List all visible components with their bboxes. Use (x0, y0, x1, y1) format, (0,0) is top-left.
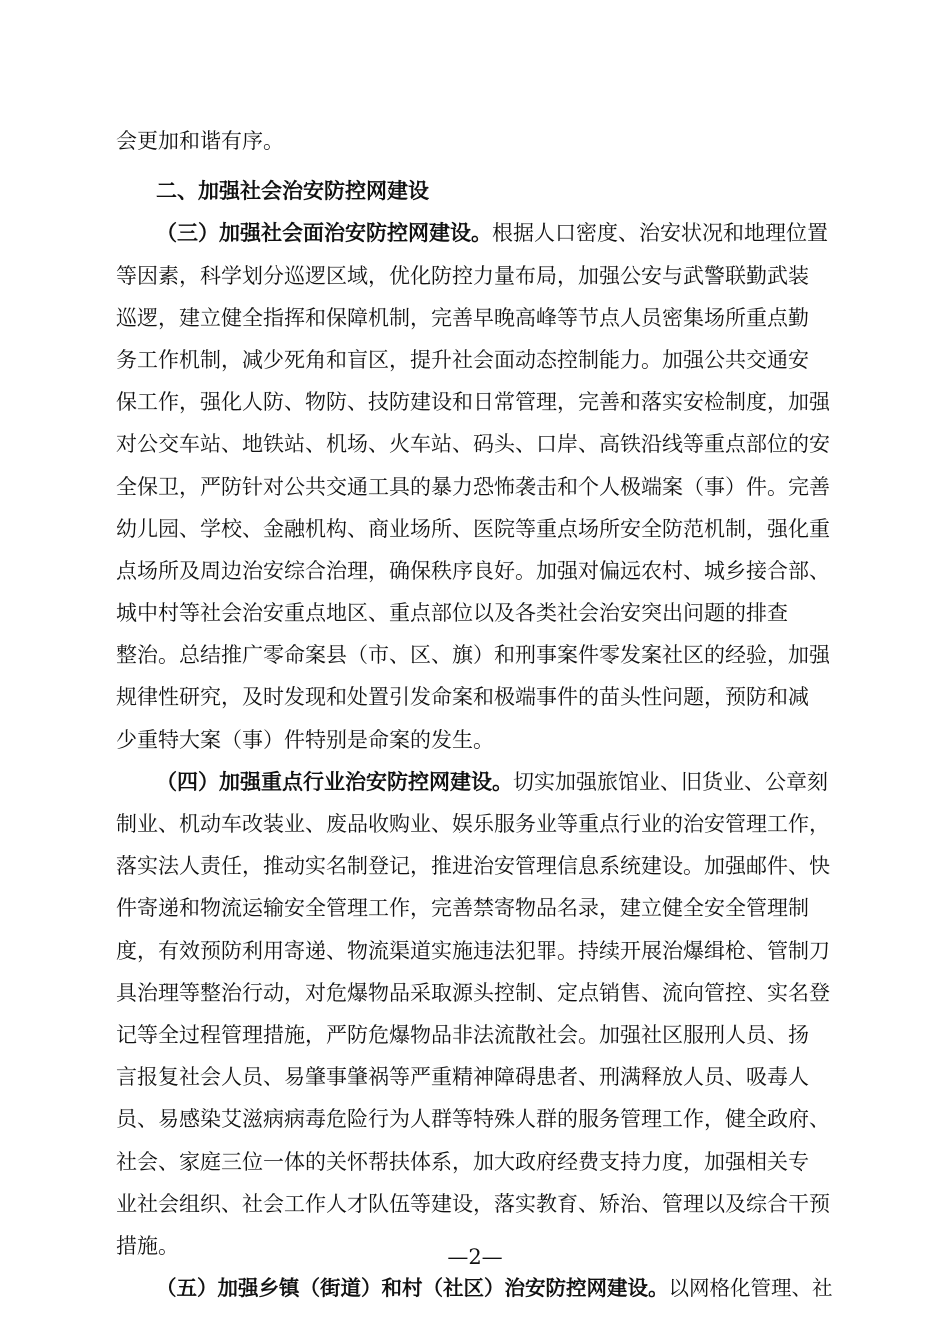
paragraph-line: 业社会组织、社会工作人才队伍等建设，落实教育、矫治、管理以及综合干预 (116, 1191, 830, 1216)
paragraph-line: 幼儿园、学校、金融机构、商业场所、医院等重点场所安全防范机制，强化重 (116, 516, 830, 541)
paragraph-line: 全保卫，严防针对公共交通工具的暴力恐怖袭击和个人极端案（事）件。完善 (116, 474, 830, 499)
paragraph-lead: （四）加强重点行业治安防控网建设。 (156, 769, 513, 794)
paragraph-line: 保工作，强化人防、物防、技防建设和日常管理，完善和落实安检制度，加强 (116, 390, 830, 415)
paragraph-line: 记等全过程管理措施，严防危爆物品非法流散社会。加强社区服刑人员、扬 (116, 1022, 809, 1047)
paragraph-text: 根据人口密度、治安状况和地理位置 (492, 221, 828, 246)
paragraph-line: 整治。总结推广零命案县（市、区、旗）和刑事案件零发案社区的经验，加强 (116, 643, 830, 668)
paragraph-line: 件寄递和物流运输安全管理工作，完善禁寄物品名录，建立健全安全管理制 (116, 896, 809, 921)
paragraph-line: 社会、家庭三位一体的关怀帮扶体系，加大政府经费支持力度，加强相关专 (116, 1149, 809, 1174)
paragraph-gap (116, 162, 838, 170)
paragraph-text: 切实加强旅馆业、旧货业、公章刻 (513, 769, 828, 794)
paragraph-first-line (116, 761, 838, 803)
paragraph-first-line (116, 1267, 838, 1309)
paragraph-line: 制业、机动车改装业、废品收购业、娱乐服务业等重点行业的治安管理工作， (116, 812, 830, 836)
paragraph-line: 城中村等社会治安重点地区、重点部位以及各类社会治安突出问题的排查 (116, 601, 788, 626)
paragraph-line: 规律性研究，及时发现和处置引发命案和极端事件的苗头性问题，预防和减 (116, 685, 809, 710)
paragraph-line: 务工作机制，减少死角和盲区，提升社会面动态控制能力。加强公共交通安 (116, 347, 809, 372)
page-number: —2— (447, 1245, 503, 1269)
document-body (116, 120, 838, 1309)
paragraph-line: 言报复社会人员、易肇事肇祸等严重精神障碍患者、刑满释放人员、吸毒人 (116, 1065, 809, 1090)
paragraph-line: 具治理等整治行动，对危爆物品采取源头控制、定点销售、流向管控、实名登 (116, 980, 830, 1005)
paragraph-lead: （五）加强乡镇（街道）和村（社区）治安防控网建设。 (156, 1276, 669, 1301)
paragraph-line: 点场所及周边治安综合治理，确保秩序良好。加强对偏远农村、城乡接合部、 (116, 558, 830, 583)
paragraph-text: 以网格化管理、社 (668, 1276, 833, 1301)
paragraph-line: 落实法人责任，推动实名制登记，推进治安管理信息系统建设。加强邮件、快 (116, 854, 830, 879)
paragraph-line: 员、易感染艾滋病病毒危险行为人群等特殊人群的服务管理工作，健全政府、 (116, 1107, 830, 1132)
paragraph-lead: （三）加强社会面治安防控网建设。 (156, 221, 492, 246)
section-heading: 二、加强社会治安防控网建设 (156, 179, 429, 204)
paragraph-line: 少重特大案（事）件特别是命案的发生。 (116, 727, 494, 752)
paragraph-line: 措施。 (116, 1233, 179, 1258)
paragraph-first-line (116, 212, 838, 254)
paragraph-line: 巡逻，建立健全指挥和保障机制，完善早晚高峰等节点人员密集场所重点勤 (116, 305, 809, 330)
paragraph-line: 等因素，科学划分巡逻区域，优化防控力量布局，加强公安与武警联勤武装 (116, 263, 809, 288)
paragraph-line: 度，有效预防利用寄递、物流渠道实施违法犯罪。持续开展治爆缉枪、管制刀 (116, 938, 830, 963)
paragraph-line: 会更加和谐有序。 (116, 129, 284, 153)
paragraph-line: 对公交车站、地铁站、机场、火车站、码头、口岸、高铁沿线等重点部位的安 (116, 432, 830, 457)
